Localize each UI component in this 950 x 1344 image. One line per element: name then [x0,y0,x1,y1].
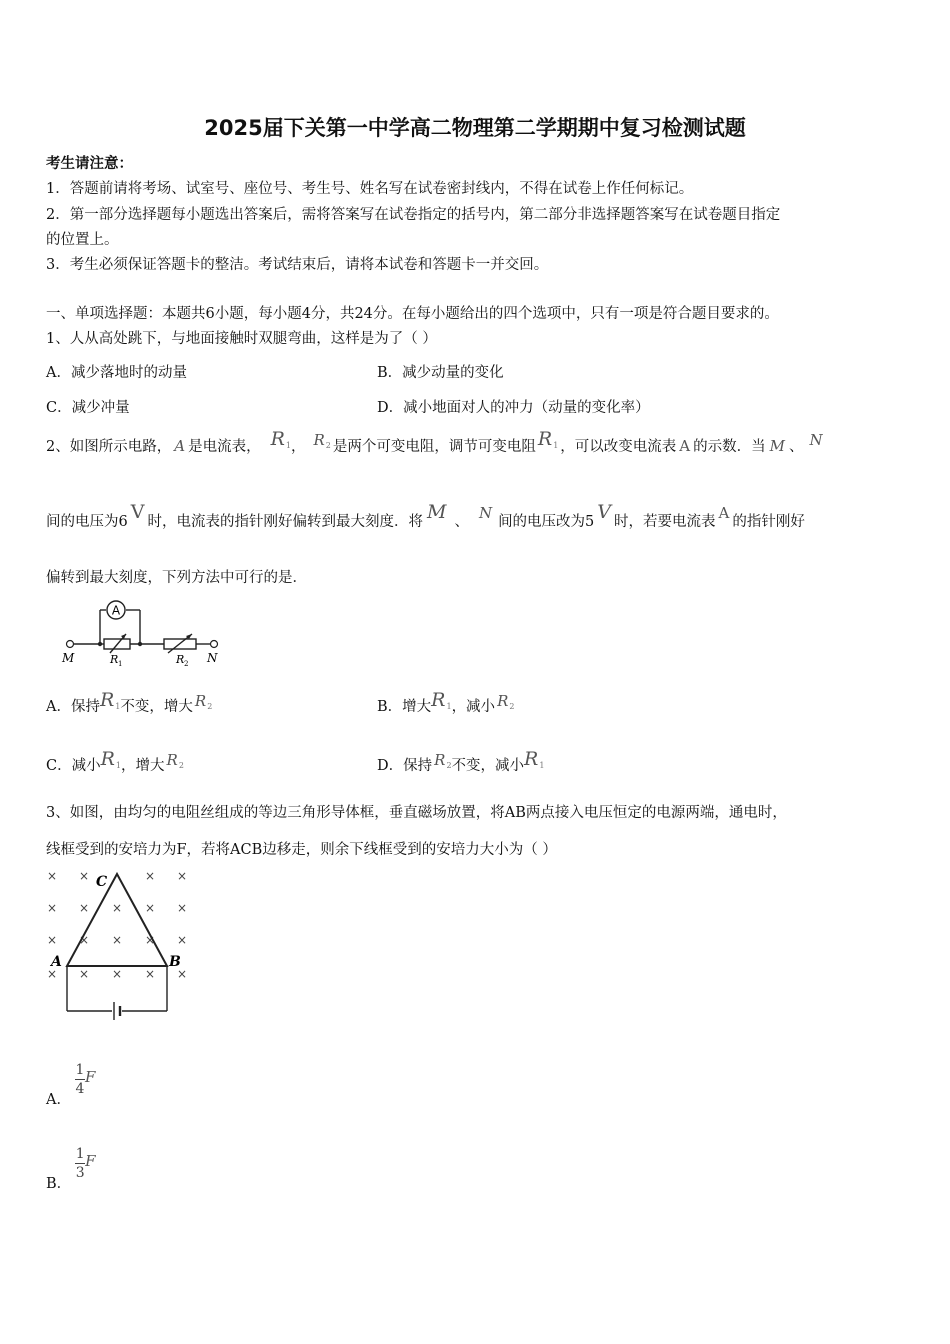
field-cross-mark: × [78,967,90,981]
field-cross-mark: × [144,901,156,915]
field-cross-mark: × [176,901,188,915]
q3-stem-line2: 线框受到的安培力为F，若将ACB边移走，则余下线框受到的安培力大小为（ ） [46,842,557,858]
svg-text:2: 2 [184,660,189,668]
q2-option-d[interactable]: D．保持 $R_2$不变，减小$R_1$ [377,748,545,774]
svg-text:R: R [176,653,185,666]
field-cross-mark: × [111,901,123,915]
triangle-frame [67,874,167,966]
field-cross-mark: × [111,967,123,981]
svg-text:R: R [110,653,119,666]
q3-stem-line1: 3、如图，由均匀的电阻丝组成的等边三角形导体框，垂直磁场放置，将AB两点接入电压恒定的电源两端，通电时， [46,805,787,821]
terminal-m [67,641,74,648]
q1-option-c[interactable]: C．减少冲量 [46,400,130,416]
svg-text:M: M [62,651,75,665]
q3-option-a[interactable]: A． $\frac{1}{4}$ F [46,1062,96,1108]
svg-text:A: A [51,954,62,970]
q1-option-d[interactable]: D．减小地面对人的冲力（动量的变化率） [377,400,650,416]
svg-text:A: A [111,603,121,618]
field-cross-mark: × [78,933,90,947]
q2-stem-line3: 偏转到最大刻度，下列方法中可行的是． [46,570,307,586]
svg-text:1: 1 [118,660,123,668]
field-cross-mark: × [46,933,58,947]
circuit-diagram [58,596,228,670]
field-cross-mark: × [78,869,90,883]
field-cross-mark: × [111,933,123,947]
q2-option-c[interactable]: C．减小$R_1$，增大 $R_2$ [46,748,184,774]
q1-option-a[interactable]: A．减少落地时的动量 [46,365,187,381]
q3-option-b[interactable]: B． $\frac{1}{3}$ F [46,1146,96,1192]
field-cross-mark: × [176,967,188,981]
q2-stem-line2: 间的电压为6 V 时，电流表的指针刚好偏转到最大刻度．将 M 、 N 间的电压改为5 V 时，若要电流表 A 的指针刚好 [46,501,805,530]
section-heading: 一、单项选择题：本题共6小题，每小题4分，共24分。在每小题给出的四个选项中，只有一项是符合题目要求的。 [46,306,779,322]
svg-text:C: C [96,874,108,890]
field-cross-mark: × [176,869,188,883]
notice-heading: 考生请注意： [46,155,133,172]
notice-item-2: 2．第一部分选择题每小题选出答案后，需将答案写在试卷指定的括号内，第二部分非选择题答案写在试卷题目指定 [46,207,781,223]
field-cross-mark: × [78,901,90,915]
triangle-diagram [42,866,196,1026]
field-cross-mark: × [46,901,58,915]
svg-text:B: B [169,954,181,970]
q2-option-a[interactable]: A．保持$R_1$不变，增大 $R_2$ [46,689,213,715]
q1-option-b[interactable]: B．减少动量的变化 [377,365,504,381]
field-cross-mark: × [46,967,58,981]
field-cross-mark: × [144,933,156,947]
notice-item-1: 1．答题前请将考场、试室号、座位号、考生号、姓名写在试卷密封线内，不得在试卷上作任何标记。 [46,181,694,197]
q2-stem-line1: 2、如图所示电路， A 是电流表， $R_1$， $R_2$ 是两个可变电阻，调节可变电阻 $R_1$ ，可以改变电流表 A 的示数．当 M 、 N [46,428,823,455]
field-cross-mark: × [144,967,156,981]
q1-stem: 1、人从高处跳下，与地面接触时双腿弯曲，这样是为了（ ） [46,331,437,347]
field-cross-mark: × [144,869,156,883]
svg-text:N: N [207,651,218,665]
q2-option-b[interactable]: B．增大$R_1$，减小 $R_2$ [377,689,515,715]
page-title: 2025届下关第一中学高二物理第二学期期中复习检测试题 [204,116,746,140]
field-cross-mark: × [176,933,188,947]
notice-item-3: 3．考生必须保证答题卡的整洁。考试结束后，请将本试卷和答题卡一并交回。 [46,257,549,273]
terminal-n [211,641,218,648]
notice-item-2-cont: 的位置上。 [46,232,119,248]
field-cross-mark: × [46,869,58,883]
